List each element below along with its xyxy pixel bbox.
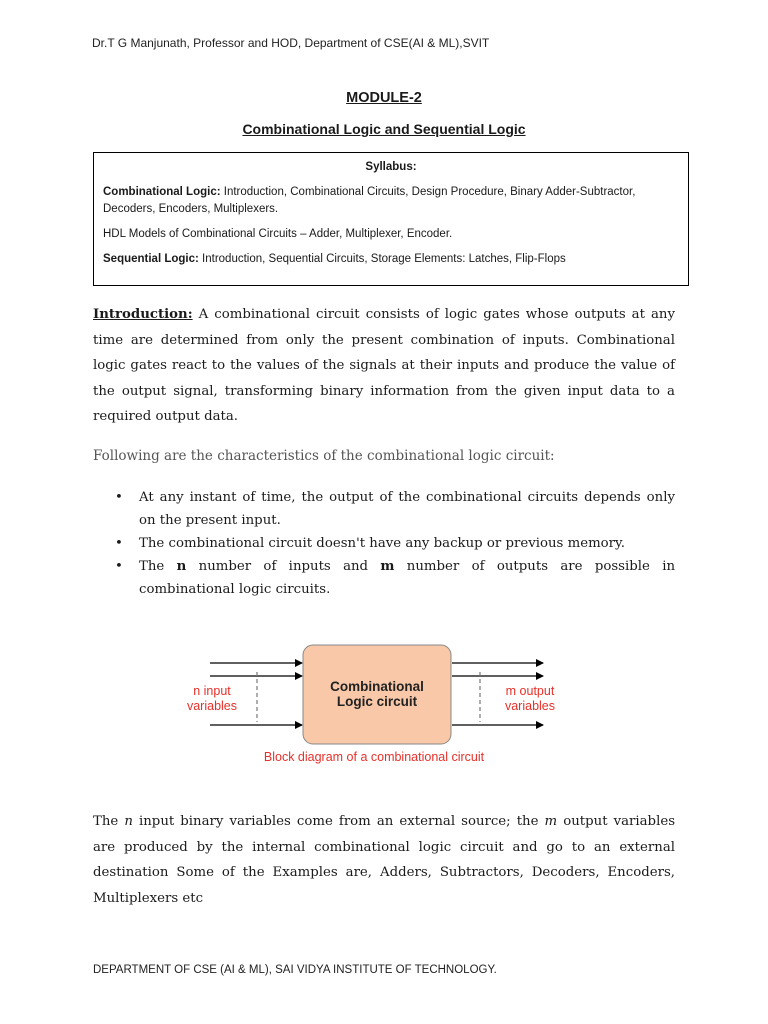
closing-text-3: output variables are produced by the internal combinational logic circuit and go to an external destination Some of the Examples are, Adders, Subtractors, Decoders, Encoders, Multiplexers etc xyxy=(93,814,676,906)
closing-text-1: The xyxy=(93,814,125,829)
page-header: Dr.T G Manjunath, Professor and HOD, Department of CSE(AI & ML),SVIT xyxy=(92,36,490,50)
input-label-line1: n input xyxy=(193,684,231,698)
syllabus-heading: Syllabus: xyxy=(365,161,417,173)
syllabus-combinational xyxy=(103,184,679,218)
bullet-icon: • xyxy=(115,490,123,505)
closing-m: m xyxy=(544,814,558,829)
bullet-text-2: The combinational circuit doesn't have any backup or previous memory. xyxy=(139,536,626,551)
list-item xyxy=(115,555,675,601)
block-label-line2: Logic circuit xyxy=(336,694,418,709)
bullet-3-post: number of outputs are possible in combinational logic circuits. xyxy=(139,559,676,597)
list-item xyxy=(115,486,675,532)
subject-title: Combinational Logic and Sequential Logic xyxy=(242,121,526,137)
module-title: MODULE-2 xyxy=(346,90,422,106)
syllabus-sequential-text: Introduction, Sequential Circuits, Storage Elements: Latches, Flip-Flops xyxy=(198,253,566,265)
syllabus-combinational-text: Introduction, Combinational Circuits, Design Procedure, Binary Adder-Subtractor, Decoders, Encoders, Multiplexers. xyxy=(103,186,636,215)
diagram-caption: Block diagram of a combinational circuit xyxy=(263,750,485,764)
list-item xyxy=(115,532,675,555)
bullet-3-pre: The xyxy=(139,559,177,574)
bullet-3-m: m xyxy=(380,559,395,574)
characteristics-list xyxy=(115,486,675,601)
block-label-line1: Combinational xyxy=(330,679,424,694)
syllabus-sequential xyxy=(103,251,679,268)
introduction-paragraph xyxy=(93,302,675,430)
syllabus-box xyxy=(93,152,689,286)
bullet-icon: • xyxy=(115,536,123,551)
output-label-line1: m output xyxy=(505,684,555,698)
introduction-text: A combinational circuit consists of logic gates whose outputs at any time are determined from only the present combination of inputs. Combinational logic gates react to the values of the signals at their inputs and produce the value of the output signal, transforming binary information from the given input data to a required output data. xyxy=(93,307,675,424)
closing-text-2: input binary variables come from an external source; the xyxy=(132,814,545,829)
closing-n: n xyxy=(124,814,133,829)
syllabus-combinational-label: Combinational Logic: xyxy=(103,186,221,198)
syllabus-sequential-label: Sequential Logic: xyxy=(103,253,199,265)
bullet-icon: • xyxy=(115,559,123,574)
combinational-block-diagram xyxy=(180,640,560,775)
output-label-line2: variables xyxy=(504,699,556,713)
input-label-line2: variables xyxy=(186,699,238,713)
introduction-lead: Introduction: xyxy=(93,307,193,322)
bullet-text-3 xyxy=(139,559,675,597)
bullet-text-1: At any instant of time, the output of the combinational circuits depends only on the present input. xyxy=(139,490,675,528)
characteristics-heading: Following are the characteristics of the combinational logic circuit: xyxy=(93,448,555,464)
page-footer: DEPARTMENT OF CSE (AI & ML), SAI VIDYA INSTITUTE OF TECHNOLOGY. xyxy=(93,964,497,976)
closing-paragraph xyxy=(93,809,675,911)
bullet-3-n: n xyxy=(176,559,187,574)
syllabus-hdl: HDL Models of Combinational Circuits – Adder, Multiplexer, Encoder. xyxy=(103,228,453,240)
bullet-3-mid: number of inputs and xyxy=(186,559,381,574)
